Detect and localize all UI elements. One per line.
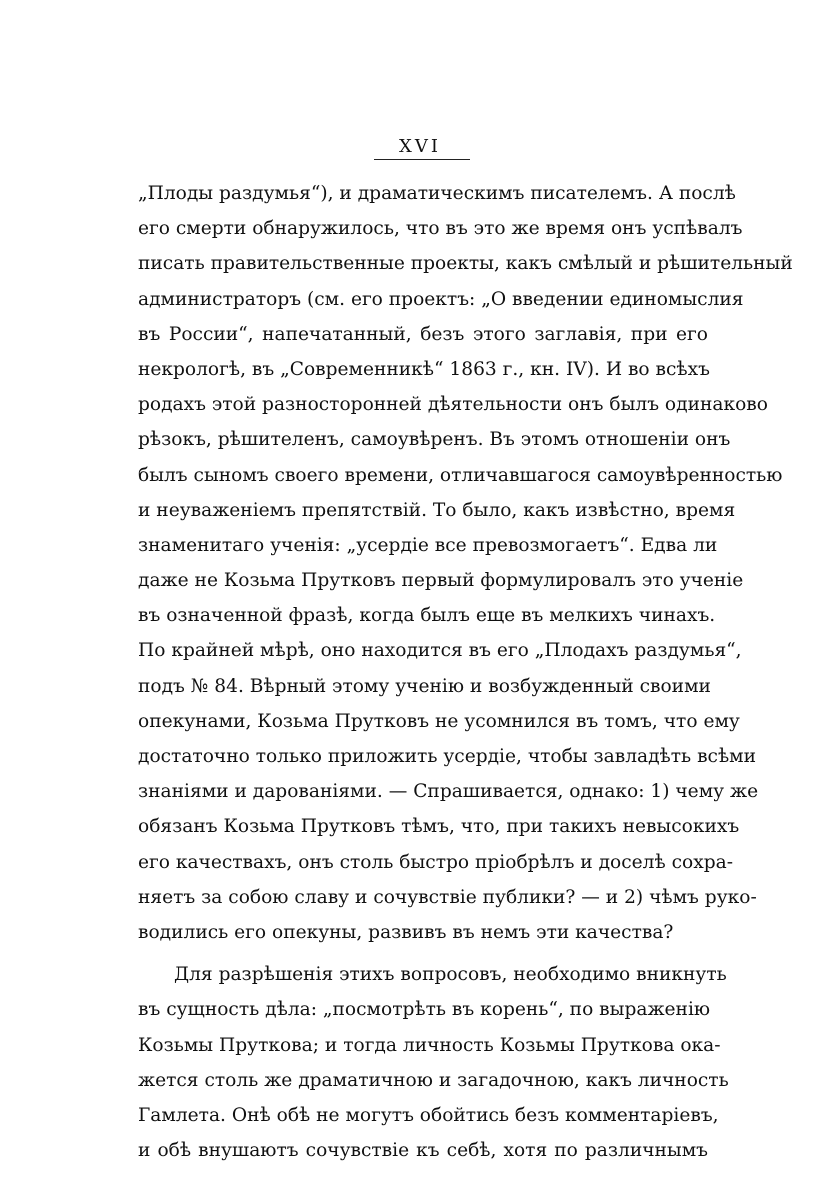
body-text <box>138 176 793 1168</box>
text-line: знаменитаго ученія: „усердіе все превозмогаетъ“. Едва ли <box>138 534 718 556</box>
text-line: въ сущность дѣла: „посмотрѣть въ корень“, по выраженію <box>138 999 711 1021</box>
text-line: администраторъ (см. его проектъ: „О введении единомыслия <box>138 288 744 310</box>
header-rule <box>374 159 470 160</box>
text-line: Для разрѣшенія этихъ вопросовъ, необходимо вникнуть <box>174 964 727 986</box>
text-line: обязанъ Козьма Прутковъ тѣмъ, что, при такихъ невысокихъ <box>138 816 740 838</box>
text-line: достаточно только приложить усердіе, чтобы завладѣть всѣми <box>138 746 757 767</box>
text-line: его смерти обнаружилось, что въ это же время онъ успѣвалъ <box>138 218 743 240</box>
page-number: XVI <box>399 136 441 157</box>
text-line: некрологѣ, въ „Современникѣ“ 1863 г., кн. IV). И во всѣхъ <box>138 358 710 380</box>
text-line: няетъ за собою славу и сочувствіе публики? — и 2) чѣмъ руко- <box>138 886 757 908</box>
text-line: „Плоды раздумья“), и драматическимъ писателемъ. А послѣ <box>138 183 736 204</box>
text-line: знаніями и дарованіями. — Спрашивается, однако: 1) чему же <box>138 781 759 803</box>
text-line: Гамлета. Онѣ обѣ не могутъ обойтись безъ комментаріевъ, <box>138 1104 719 1126</box>
text-line: По крайней мѣрѣ, оно находится въ его „Плодахъ раздумья“, <box>138 640 742 662</box>
text-line: подъ № 84. Вѣрный этому ученію и возбужденный своими <box>138 675 711 697</box>
text-line: даже не Козьма Прутковъ первый формулировалъ это ученіе <box>138 570 744 592</box>
text-line: былъ сыномъ своего времени, отличавшагося самоувѣренностью <box>138 464 783 486</box>
text-line: опекунами, Козьма Прутковъ не усомнился въ томъ, что ему <box>138 710 740 732</box>
text-line: писать правительственные проекты, какъ смѣлый и рѣшительный <box>138 253 793 275</box>
text-line: его качествахъ, онъ столь быстро пріобрѣлъ и доселѣ сохра- <box>138 851 733 873</box>
text-line: и неуваженіемъ препятствій. То было, какъ извѣстно, время <box>138 499 736 521</box>
text-line: жется столь же драматичною и загадочною, какъ личность <box>138 1069 729 1091</box>
text-line: рѣзокъ, рѣшителенъ, самоувѣренъ. Въ этомъ отношеніи онъ <box>138 429 731 451</box>
text-line: родахъ этой разносторонней дѣятельности онъ былъ одинаково <box>138 394 768 416</box>
text-line: и обѣ внушаютъ сочувствіе къ себѣ, хотя по различнымъ <box>138 1140 708 1162</box>
text-line: Козьмы Пруткова; и тогда личность Козьмы Пруткова ока- <box>138 1034 721 1056</box>
text-line: въ России“, напечатанный, безъ этого заглавія, при его <box>138 323 708 345</box>
text-line: водились его опекуны, развивъ въ немъ эти качества? <box>138 921 674 943</box>
text-line: въ означенной фразѣ, когда былъ еще въ мелкихъ чинахъ. <box>138 605 716 627</box>
